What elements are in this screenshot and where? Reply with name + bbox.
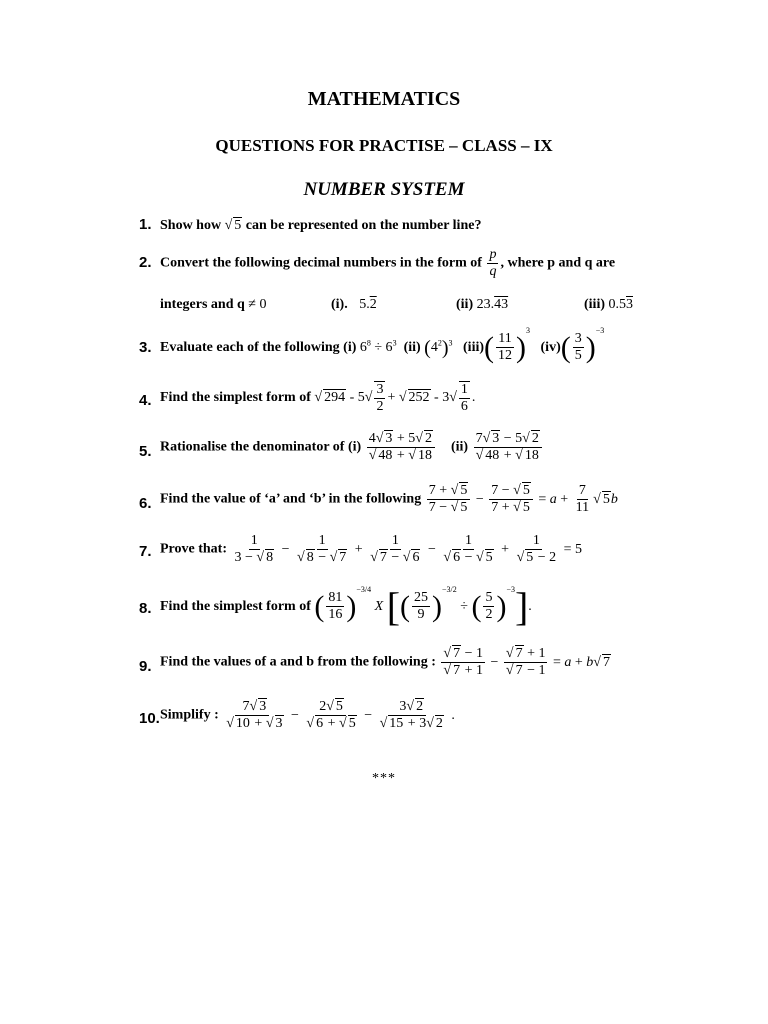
question-text: Show how xyxy=(160,218,222,233)
math-expression: 7√ 3 √ 10 + √ 3 − 2√ 5 √ 6 + √ 5 − 3√ 2 √ 15 + 3√ 2 . xyxy=(222,708,455,723)
question-text-tail: can be represented on the number line? xyxy=(245,218,482,233)
question-number: 6. xyxy=(139,495,152,512)
question-number: 9. xyxy=(139,658,152,675)
part-ii: (ii) 23.43 xyxy=(456,297,509,312)
part-iii: (iii) 0.53 xyxy=(584,297,633,312)
question-text: Convert the following decimal numbers in the form of xyxy=(160,255,482,271)
math-expression: $(4^2)^3$ xyxy=(424,336,453,359)
math-expression: $6^8 \div 6^3$ xyxy=(359,338,397,355)
question-number: 10. xyxy=(139,710,160,727)
math-expression: √ 5 xyxy=(225,218,243,233)
question-text: Prove that: xyxy=(160,541,227,557)
question-text: Find the value of ‘a’ and ‘b’ in the following xyxy=(160,491,422,507)
question-text: Find the simplest form of xyxy=(160,599,311,614)
question-number: 2. xyxy=(139,254,152,271)
math-expression: ( $\frac{11}{12}$ )$^3$ xyxy=(484,326,531,364)
math-expression: ( $\frac{3}{5}$ )$^{-3}$ xyxy=(560,326,605,364)
end-mark: *** xyxy=(372,771,396,786)
question-number: 1. xyxy=(139,216,152,233)
page-subtitle: QUESTIONS FOR PRACTISE – CLASS – IX xyxy=(215,136,553,155)
question-text: Simplify : xyxy=(160,707,219,723)
math-expression: $\frac{1}{3 - √ 8}$ − 1 √ 8 − √ 7 + 1 √ 7 − √ 6 − 1 √ 6 − √ 5 + 1 √ 5 − 2 = 5 xyxy=(231,542,583,557)
question-text: Evaluate each of the following xyxy=(160,340,340,355)
question-text: Find the simplest form of xyxy=(160,390,311,406)
question-number: 8. xyxy=(139,600,152,617)
question-number: 4. xyxy=(139,392,152,409)
math-expression: ≠ 0 xyxy=(248,297,267,312)
question-text-line2: integers and q xyxy=(160,297,245,312)
math-expression: √ 7 − 1 √ 7 + 1 − √ 7 + 1 √ 7 − 1 = a + b√ 7 xyxy=(439,655,611,670)
math-expression: $\frac{7 + √ 5}{7 - √ 5}$ − $\frac{7 - √ 5}{7 + √ 5}$ = a + $\frac{7}{11}$ √ 5b xyxy=(425,492,618,507)
math-expression: 7√ 3 − 5√ 2 √ 48 + √ 18 xyxy=(474,431,542,464)
math-expression: ( $\frac{81}{16}$ )$^{-3/4}$ X [( $\frac{25}{9}$ )$^{-3/2}$ ÷ ( $\frac{5}{2}$ )$^{-3}$]. xyxy=(314,583,532,629)
math-expression: $\frac{p}{q}$ xyxy=(489,247,497,279)
question-text: Rationalise the denominator of (i) xyxy=(160,439,362,455)
math-expression: √ 294 - 5√ $\frac{3}{2}$ + √ 252 - 3√ $\frac{1}{6}$ . xyxy=(314,390,475,405)
question-number: 7. xyxy=(139,543,152,560)
math-expression: 4√ 3 + 5√ 2 √ 48 + √ 18 xyxy=(367,431,435,464)
chapter-title: NUMBER SYSTEM xyxy=(303,179,465,200)
question-text: Find the values of a and b from the following : xyxy=(160,654,436,670)
question-number: 5. xyxy=(139,443,152,460)
page-title: MATHEMATICS xyxy=(307,88,461,110)
part-i: (i). 5.2 xyxy=(331,297,377,312)
question-text-tail: , where p and q are xyxy=(500,255,616,271)
question-number: 3. xyxy=(139,339,152,356)
